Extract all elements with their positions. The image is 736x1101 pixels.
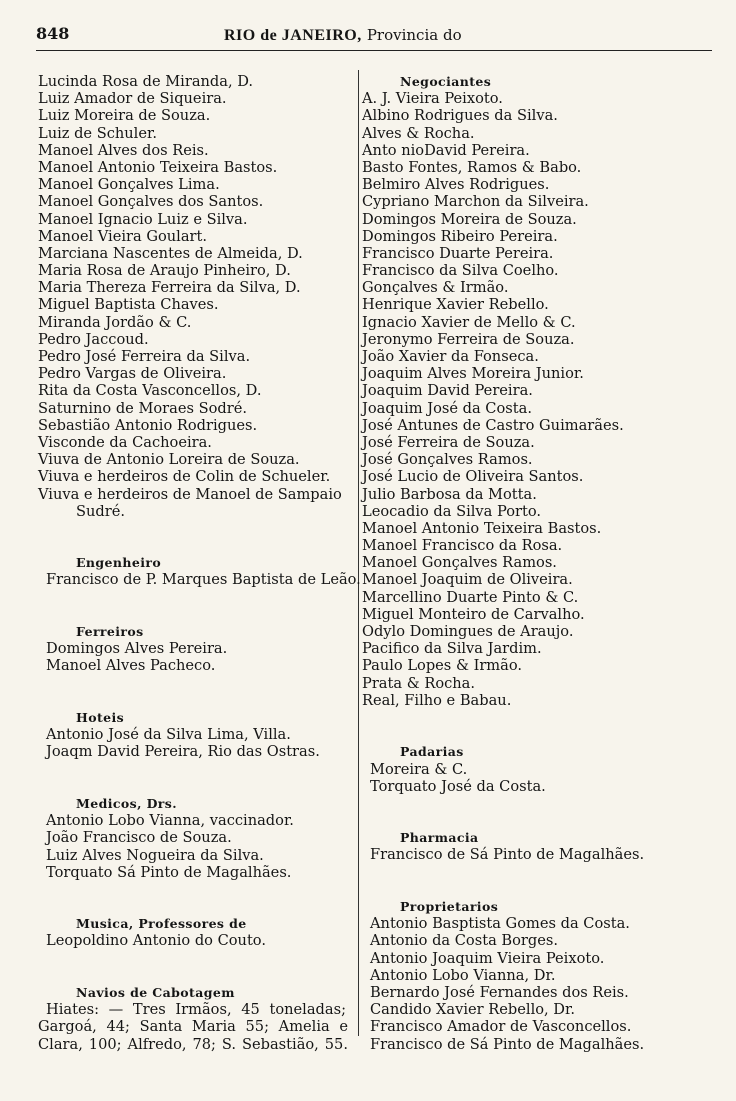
section-heading-padarias: Padarias xyxy=(400,744,464,760)
list-item: Sebastião Antonio Rodrigues. xyxy=(38,416,258,434)
list-item: Manoel Francisco da Rosa. xyxy=(362,537,563,555)
list-item: Manoel Joaquim de Oliveira. xyxy=(362,571,573,589)
list-item: Paulo Lopes & Irmão. xyxy=(362,657,523,675)
list-item: Pedro Vargas de Oliveira. xyxy=(38,365,227,383)
section-heading-engenheiro: Engenheiro xyxy=(76,555,162,571)
list-item: Francisco de Sá Pinto de Magalhães. xyxy=(370,1035,645,1053)
list-item: Joaquim Alves Moreira Junior. xyxy=(362,365,584,383)
negociantes-list xyxy=(362,90,698,709)
engenheiro-list xyxy=(38,571,361,589)
list-item: Domingos Alves Pereira. xyxy=(46,640,228,658)
list-item: Joaquim David Pereira. xyxy=(362,382,533,400)
section-heading-ferreiros: Ferreiros xyxy=(76,624,144,640)
list-item: Maria Rosa de Araujo Pinheiro, D. xyxy=(38,262,291,280)
list-item: Anto nioDavid Pereira. xyxy=(362,141,530,159)
list-item: Francisco Duarte Pereira. xyxy=(362,244,554,262)
page-header xyxy=(36,24,678,48)
list-item: Antonio da Costa Borges. xyxy=(370,932,559,950)
list-item: Lucinda Rosa de Miranda, D. xyxy=(38,73,254,90)
list-item: Antonio Basptista Gomes da Costa. xyxy=(370,915,630,933)
list-item: Manoel Alves dos Reis. xyxy=(38,141,209,159)
list-item: Domingos Ribeiro Pereira. xyxy=(362,227,558,245)
title-rest: Provincia do xyxy=(366,26,462,44)
section-heading-navios: Navios de Cabotagem xyxy=(76,985,235,1001)
navios-line-1: Hiates: — Tres Irmãos, 45 toneladas; xyxy=(46,1001,346,1019)
list-item: Bernardo José Fernandes dos Reis. xyxy=(370,983,629,1001)
list-item: João Francisco de Souza. xyxy=(46,829,232,847)
left-column xyxy=(38,73,361,1053)
list-item: Alves & Rocha. xyxy=(362,124,475,142)
list-item: José Lucio de Oliveira Santos. xyxy=(362,468,584,486)
section-heading-medicos: Medicos, Drs. xyxy=(76,795,177,811)
list-item: Luiz de Schuler. xyxy=(38,124,157,142)
list-item: Candido Xavier Rebello, Dr. xyxy=(370,1001,576,1019)
pharmacia-list xyxy=(362,846,698,863)
section-heading-hoteis: Hoteis xyxy=(76,709,125,725)
list-item: Francisco Amador de Vasconcellos. xyxy=(370,1018,632,1036)
list-item: Henrique Xavier Rebello. xyxy=(362,296,549,314)
medicos-list xyxy=(38,812,356,881)
list-item: Ignacio Xavier de Mello & C. xyxy=(362,313,576,331)
list-item: Moreira & C. xyxy=(370,760,468,778)
list-item: Saturnino de Moraes Sodré. xyxy=(38,399,247,417)
navios-line-2: Gargoá, 44; Santa Maria 55; Amelia e xyxy=(38,1018,348,1036)
navios-line-3: Clara, 100; Alfredo, 78; S. Sebastião, 55. xyxy=(38,1035,348,1053)
list-item: Antonio José da Silva Lima, Villa. xyxy=(46,726,291,744)
section-heading-proprietarios: Proprietarios xyxy=(400,899,499,915)
list-item: Antonio Lobo Vianna, Dr. xyxy=(370,966,556,984)
names-list xyxy=(38,73,356,503)
list-item: Luiz Alves Nogueira da Silva. xyxy=(46,846,264,864)
list-item: Domingos Moreira de Souza. xyxy=(362,210,577,228)
list-item: Albino Rodrigues da Silva. xyxy=(362,107,558,125)
list-item: Luiz Amador de Siqueira. xyxy=(38,90,227,108)
header-rule xyxy=(36,50,712,51)
list-item: Rita da Costa Vasconcellos, D. xyxy=(38,382,262,400)
list-item: Real, Filho e Babau. xyxy=(362,691,512,709)
list-item: José Ferreira de Souza. xyxy=(362,433,535,451)
list-item: Francisco de Sá Pinto de Magalhães. xyxy=(370,846,645,864)
title-main: RIO de JANEIRO, xyxy=(224,27,362,44)
list-item: Antonio Lobo Vianna, vaccinador. xyxy=(46,812,294,830)
list-item: Maria Thereza Ferreira da Silva, D. xyxy=(38,279,301,297)
list-item: Gonçalves & Irmão. xyxy=(362,279,509,297)
list-item: Torquato Sá Pinto de Magalhães. xyxy=(46,863,292,881)
list-item: Joaqm David Pereira, Rio das Ostras. xyxy=(46,743,320,761)
right-column xyxy=(362,73,698,1053)
list-item: Marcellino Duarte Pinto & C. xyxy=(362,588,579,606)
list-item: Sudré. xyxy=(76,502,125,520)
padarias-list xyxy=(362,761,698,795)
list-item: Prata & Rocha. xyxy=(362,674,476,692)
musica-list xyxy=(38,932,356,949)
list-item: Viuva e herdeiros de Manoel de Sampaio xyxy=(38,485,342,503)
hoteis-list xyxy=(38,726,356,760)
list-item: Visconde da Cachoeira. xyxy=(38,433,212,451)
list-item: Pedro José Ferreira da Silva. xyxy=(38,348,251,365)
list-item: Basto Fontes, Ramos & Babo. xyxy=(362,158,582,176)
list-item: Antonio Joaquim Vieira Peixoto. xyxy=(370,949,605,967)
list-item: Manoel Antonio Teixeira Bastos. xyxy=(362,519,602,537)
list-item: Jeronymo Ferreira de Souza. xyxy=(362,330,575,348)
list-item: Pedro Jaccoud. xyxy=(38,330,149,348)
page-number: 848 xyxy=(36,24,70,43)
list-item: Manoel Gonçalves Ramos. xyxy=(362,554,557,572)
list-item: João Xavier da Fonseca. xyxy=(362,348,539,365)
list-item: Francisco da Silva Coelho. xyxy=(362,262,559,280)
running-title xyxy=(224,25,462,45)
list-item: Cypriano Marchon da Silveira. xyxy=(362,193,589,211)
column-divider xyxy=(358,70,359,1036)
list-item: Manoel Vieira Goulart. xyxy=(38,227,208,245)
section-heading-pharmacia: Pharmacia xyxy=(400,830,479,846)
list-item: Manoel Ignacio Luiz e Silva. xyxy=(38,210,248,228)
list-item: Luiz Moreira de Souza. xyxy=(38,107,211,125)
list-item: Leopoldino Antonio do Couto. xyxy=(46,932,266,950)
list-item: Manoel Gonçalves dos Santos. xyxy=(38,193,264,211)
list-item: Francisco de P. Marques Baptista de Leão. xyxy=(46,571,361,589)
list-item: José Gonçalves Ramos. xyxy=(362,451,533,469)
list-item: Manoel Antonio Teixeira Bastos. xyxy=(38,158,278,176)
list-item: Pacifico da Silva Jardim. xyxy=(362,640,542,658)
list-item: Torquato José da Costa. xyxy=(370,777,546,795)
list-item: Odylo Domingues de Araujo. xyxy=(362,623,574,640)
list-item: José Antunes de Castro Guimarães. xyxy=(362,416,624,434)
list-item: Marciana Nascentes de Almeida, D. xyxy=(38,244,303,262)
list-item: Julio Barbosa da Motta. xyxy=(362,485,537,503)
section-heading-musica: Musica, Professores de xyxy=(76,916,247,932)
list-item: Manoel Gonçalves Lima. xyxy=(38,176,220,194)
list-item: Miguel Monteiro de Carvalho. xyxy=(362,605,585,623)
list-item: Viuva de Antonio Loreira de Souza. xyxy=(38,451,300,469)
list-item: Leocadio da Silva Porto. xyxy=(362,502,542,520)
ferreiros-list xyxy=(38,640,356,674)
list-item: Joaquim José da Costa. xyxy=(362,399,532,417)
proprietarios-list xyxy=(362,915,698,1053)
list-item: A. J. Vieira Peixoto. xyxy=(362,90,503,108)
list-item: Miranda Jordão & C. xyxy=(38,313,192,331)
list-item: Miguel Baptista Chaves. xyxy=(38,296,219,314)
section-heading-negociantes: Negociantes xyxy=(400,74,492,89)
list-item: Viuva e herdeiros de Colin de Schueler. xyxy=(38,468,331,486)
list-item: Belmiro Alves Rodrigues. xyxy=(362,176,550,194)
list-item: Manoel Alves Pacheco. xyxy=(46,657,216,675)
